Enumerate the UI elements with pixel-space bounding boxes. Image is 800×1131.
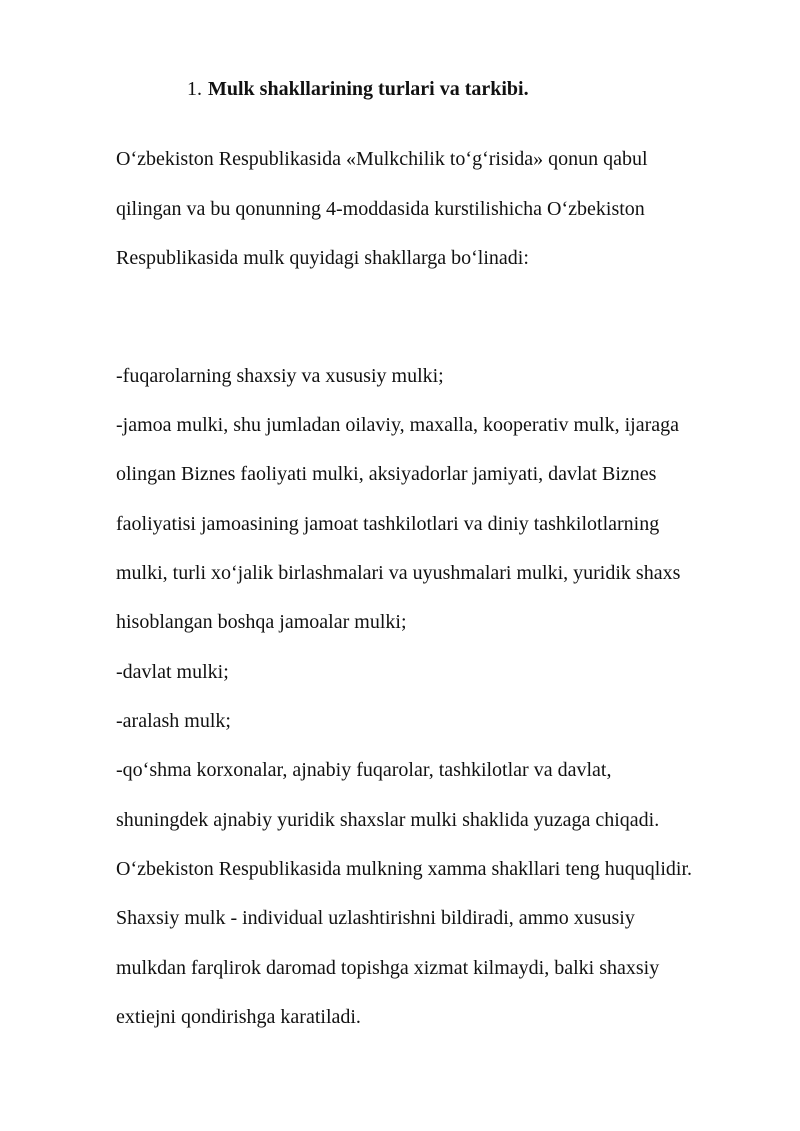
body-line: -aralash mulk; <box>116 710 231 732</box>
body-line: extiejni qondirishga karatiladi. <box>116 1006 361 1028</box>
body-line: hisoblangan boshqa jamoalar mulki; <box>116 611 407 633</box>
body-line: faoliyatisi jamoasining jamoat tashkilotlari va diniy tashkilotlarning <box>116 513 660 535</box>
body-line: mulkdan farqlirok daromad topishga xizmat kilmaydi, balki shaxsiy <box>116 957 660 979</box>
section-title: Mulk shakllarining turlari va tarkibi. <box>208 78 529 100</box>
body-line: O‘zbekiston Respublikasida mulkning xamma shakllari teng huquqlidir. <box>116 858 693 880</box>
intro-line: O‘zbekiston Respublikasida «Mulkchilik to‘g‘risida» qonun qabul <box>116 148 648 170</box>
body-line: Shaxsiy mulk - individual uzlashtirishni bildiradi, ammo xususiy <box>116 907 635 929</box>
body-line: -fuqarolarning shaxsiy va xususiy mulki; <box>116 365 444 387</box>
body-line: -davlat mulki; <box>116 661 229 683</box>
section-number: 1. <box>187 78 202 100</box>
body-line: -jamoa mulki, shu jumladan oilaviy, maxalla, kooperativ mulk, ijaraga <box>116 414 679 436</box>
body-line: shuningdek ajnabiy yuridik shaxslar mulki shaklida yuzaga chiqadi. <box>116 809 660 831</box>
section-heading <box>187 76 529 102</box>
body-line: mulki, turli xo‘jalik birlashmalari va uyushmalari mulki, yuridik shaxs <box>116 562 681 584</box>
body-line: -qo‘shma korxonalar, ajnabiy fuqarolar, tashkilotlar va davlat, <box>116 759 612 781</box>
intro-line: qilingan va bu qonunning 4-moddasida kurstilishicha O‘zbekiston <box>116 198 645 220</box>
body-line: olingan Biznes faoliyati mulki, aksiyadorlar jamiyati, davlat Biznes <box>116 463 657 485</box>
intro-line: Respublikasida mulk quyidagi shakllarga bo‘linadi: <box>116 247 529 269</box>
